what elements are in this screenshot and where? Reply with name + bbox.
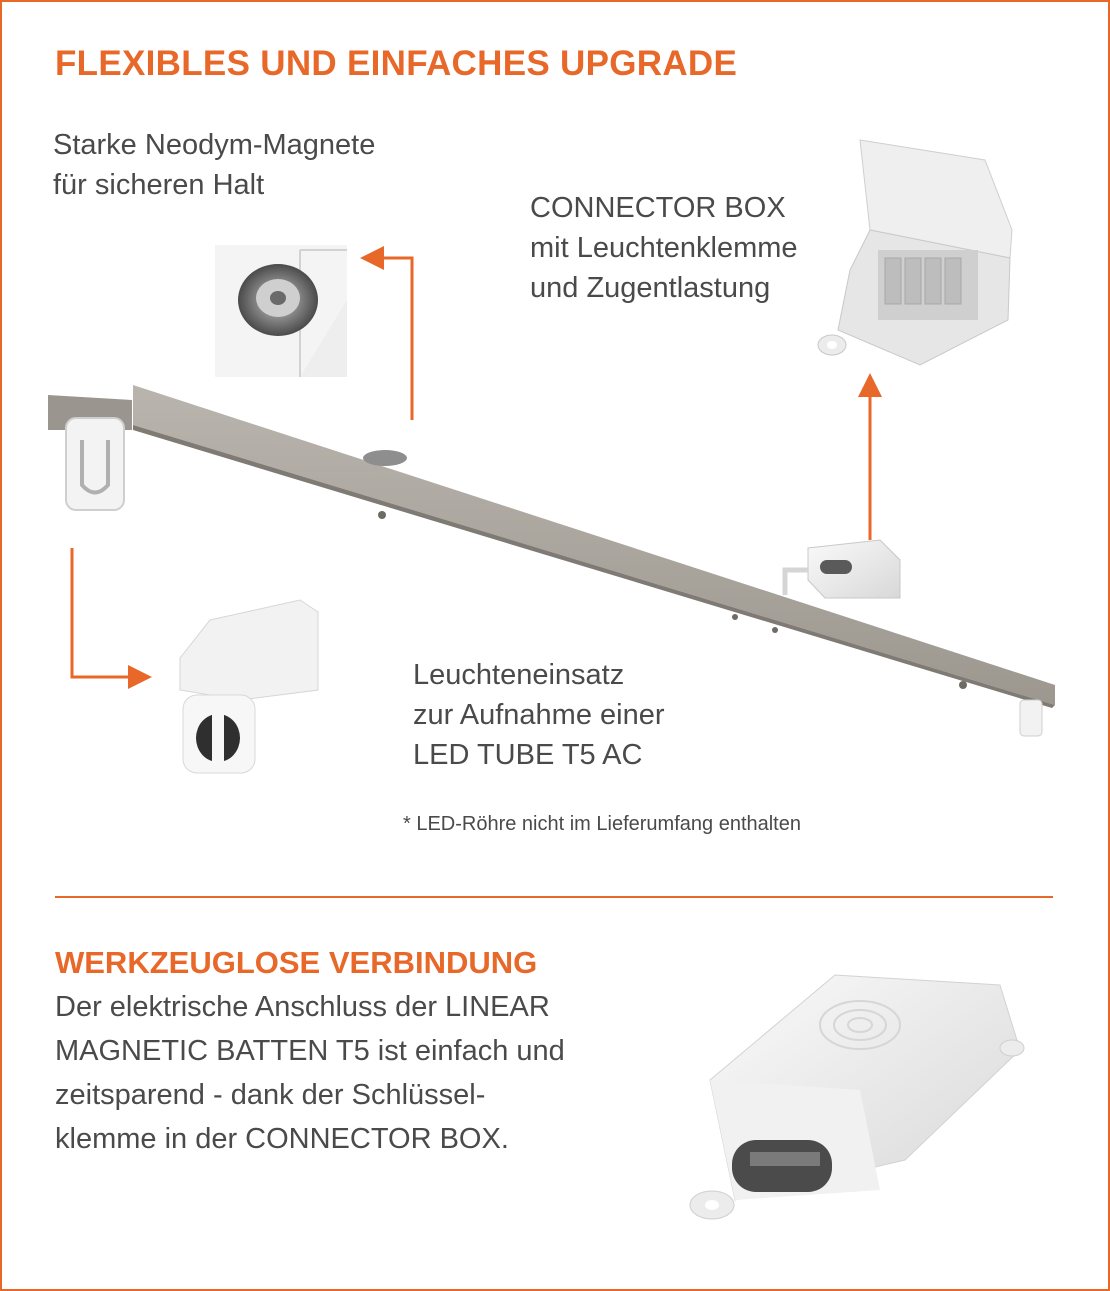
insert-caption-line-2: zur Aufnahme einer xyxy=(413,699,665,731)
section-title: WERKZEUGLOSE VERBINDUNG xyxy=(55,945,538,980)
description-line-3: zeitsparend - dank der Schlüssel- xyxy=(55,1079,486,1111)
lamp-holder-icon xyxy=(1020,700,1042,736)
insert-caption-line-1: Leuchteneinsatz xyxy=(413,659,625,691)
page-title: FLEXIBLES UND EINFACHES UPGRADE xyxy=(55,44,738,83)
description-line-2: MAGNETIC BATTEN T5 ist einfach und xyxy=(55,1035,565,1067)
connector-box-icon xyxy=(785,540,900,598)
arrow-icon xyxy=(372,258,412,420)
footnote: * LED-Röhre nicht im Lieferumfang enthalten xyxy=(403,813,801,835)
arrow-icon xyxy=(72,548,140,677)
description-line-1: Der elektrische Anschluss der LINEAR xyxy=(55,991,550,1023)
connector-box-caption-line-2: mit Leuchtenklemme xyxy=(530,232,798,264)
magnet-caption-line-2: für sicheren Halt xyxy=(53,169,265,201)
insert-caption-line-3: LED TUBE T5 AC xyxy=(413,739,643,771)
lamp-holder-icon xyxy=(180,600,318,773)
description-line-4: klemme in der CONNECTOR BOX. xyxy=(55,1123,509,1155)
lamp-holder-icon xyxy=(66,418,124,510)
connector-box-icon xyxy=(818,140,1012,365)
connector-box-caption-line-1: CONNECTOR BOX xyxy=(530,192,786,224)
connector-box-caption-line-3: und Zugentlastung xyxy=(530,272,771,304)
neodym-magnet-icon xyxy=(215,245,347,377)
connector-box-icon xyxy=(690,975,1024,1219)
magnet-caption-line-1: Starke Neodym-Magnete xyxy=(53,129,376,161)
